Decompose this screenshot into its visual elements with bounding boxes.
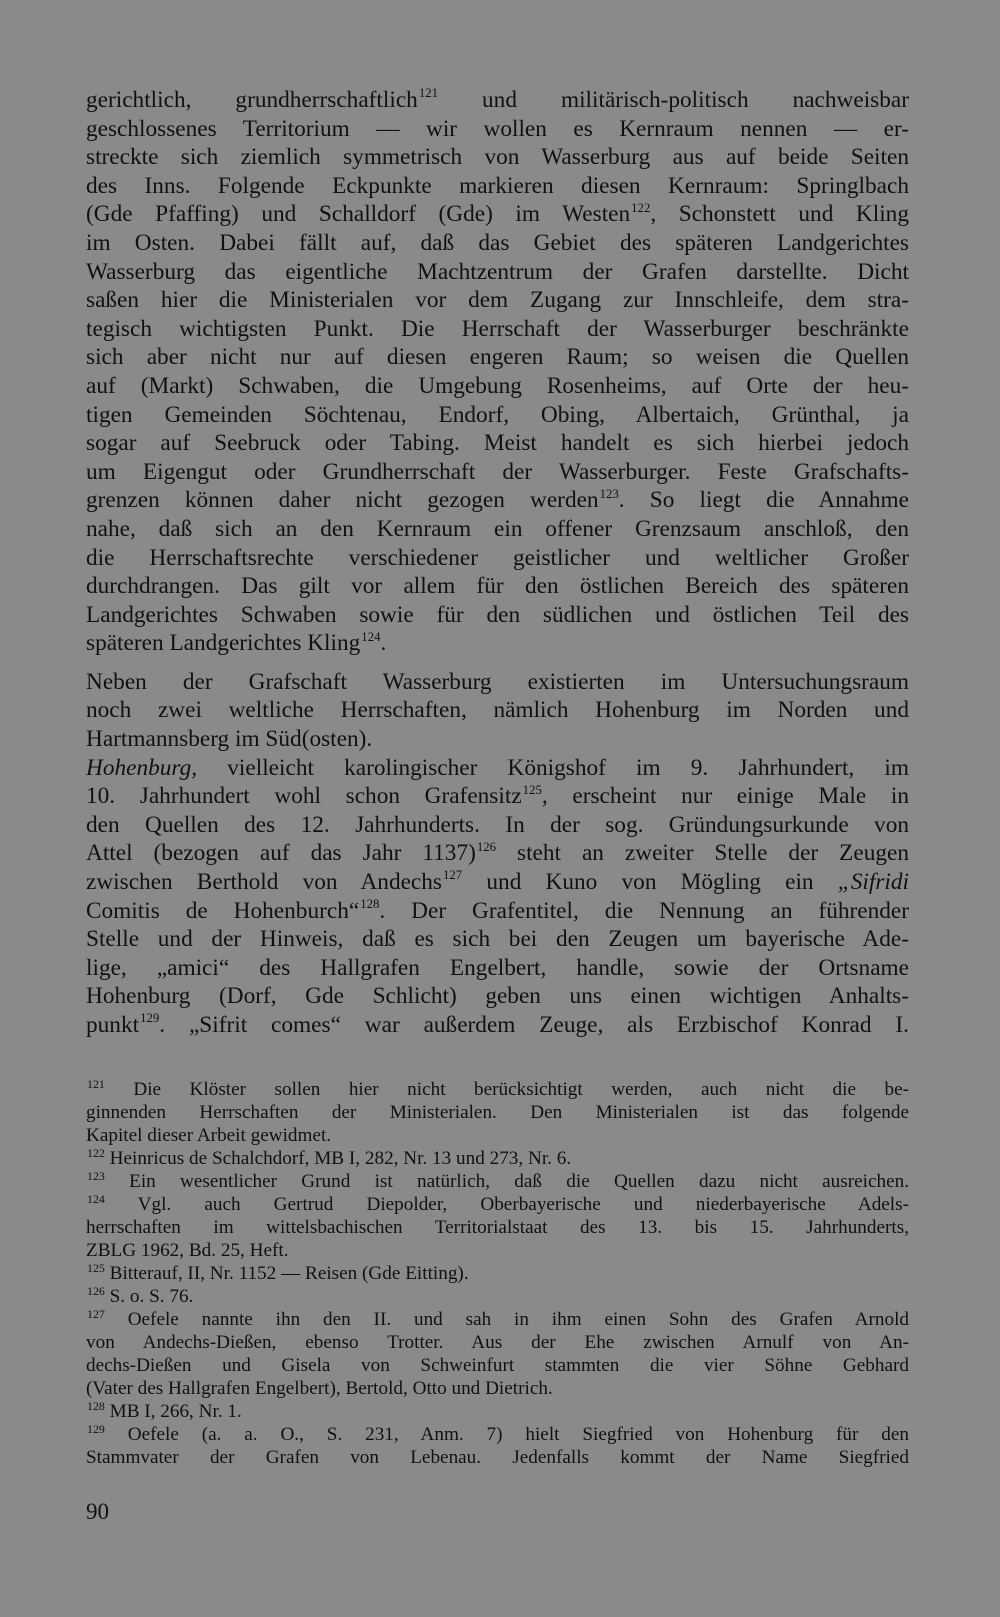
footnote-marker: 122	[87, 1146, 105, 1161]
text-line	[86, 1423, 909, 1446]
text-run: Bitterauf, II, Nr. 1152 — Reisen (Gde Eitting).	[104, 1263, 469, 1284]
footnote	[86, 1193, 909, 1262]
footnote-marker: 121	[87, 1077, 105, 1092]
text-line	[86, 1170, 909, 1193]
text-line	[86, 86, 909, 115]
text-run: Hohenburg (Dorf, Gde Schlicht) geben uns einen wichtigen Anhalts-	[86, 983, 909, 1010]
footnote-marker: 125	[87, 1261, 105, 1276]
text-run: Neben der Grafschaft Wasserburg existierten im Untersuchungsraum	[86, 668, 909, 695]
text-line	[86, 839, 909, 868]
text-run: (Vater des Hallgrafen Engelbert), Bertold, Otto und Dietrich.	[86, 1378, 553, 1399]
text-run: zwischen Berthold von Andechs	[86, 869, 442, 896]
text-line	[86, 782, 909, 811]
text-run: die Herrschaftsrechte verschiedener geistlicher und weltlicher Großer	[86, 544, 909, 571]
page-number: 90	[86, 1499, 109, 1524]
text-line	[86, 725, 909, 754]
footnote-marker: 124	[87, 1192, 105, 1207]
text-run: Attel (bezogen auf das Jahr 1137)	[86, 840, 476, 867]
text-line	[86, 343, 909, 372]
text-line	[86, 544, 909, 573]
text-run: Stelle und der Hinweis, daß es sich bei den Zeugen um bayerische Ade-	[86, 926, 909, 953]
text-line	[86, 696, 909, 725]
text-run: des Inns. Folgende Eckpunkte markieren diesen Kernraum: Springlbach	[86, 172, 909, 199]
footnote	[86, 1170, 909, 1193]
footnotes	[86, 1078, 909, 1469]
italic-text: Hohenburg,	[86, 754, 198, 781]
text-run: im Osten. Dabei fällt auf, daß das Gebiet des späteren Landgerichtes	[86, 229, 909, 256]
text-line	[86, 1216, 909, 1239]
text-run: steht an zweiter Stelle der Zeugen	[496, 840, 909, 867]
text-run: Hartmannsberg im Süd(osten).	[86, 726, 373, 753]
paragraph	[86, 668, 909, 754]
text-line	[86, 754, 909, 783]
text-run: Vgl. auch Gertrud Diepolder, Oberbayerische und niederbayerische Adels-	[104, 1194, 909, 1215]
text-line	[86, 1262, 909, 1285]
text-run: auf (Markt) Schwaben, die Umgebung Rosenheims, auf Orte der heu-	[86, 372, 909, 399]
text-run: dechs-Dießen und Gisela von Schweinfurt stammten die vier Söhne Gebhard	[86, 1355, 909, 1376]
text-run: Ein wesentlicher Grund ist natürlich, daß die Quellen dazu nicht ausreichen.	[104, 1171, 909, 1192]
text-line	[86, 429, 909, 458]
text-line	[86, 458, 909, 487]
footnote-marker: 129	[87, 1422, 105, 1437]
text-run: um Eigengut oder Grundherrschaft der Wasserburger. Feste Grafschafts-	[86, 458, 909, 485]
footnote	[86, 1285, 909, 1308]
text-line	[86, 1193, 909, 1216]
text-run: . „Sifrit comes“ war außerdem Zeuge, als Erzbischof Konrad I.	[159, 1012, 909, 1038]
text-run: Oefele nannte ihn den II. und sah in ihm einen Sohn des Grafen Arnold	[104, 1309, 909, 1330]
text-line	[86, 1331, 909, 1354]
text-line	[86, 868, 909, 897]
text-run: noch zwei weltliche Herrschaften, nämlich Hohenburg im Norden und	[86, 697, 909, 724]
footnote-marker: 128	[360, 897, 380, 912]
text-run: , erscheint nur einige Male in	[541, 783, 909, 810]
text-run: herrschaften im wittelsbachischen Territorialstaat des 13. bis 15. Jahrhunderts,	[86, 1217, 909, 1238]
text-run: Oefele (a. a. O., S. 231, Anm. 7) hielt Siegfried von Hohenburg für den	[104, 1424, 909, 1445]
footnote-marker: 123	[87, 1169, 105, 1184]
text-line	[86, 1308, 909, 1331]
text-run: S. o. S. 76.	[104, 1286, 194, 1307]
text-run: ZBLG 1962, Bd. 25, Heft.	[86, 1240, 289, 1261]
text-run: sogar auf Seebruck oder Tabing. Meist handelt es sich hierbei jedoch	[86, 430, 909, 457]
text-run: saßen hier die Ministerialen vor dem Zugang zur Innschleife, dem stra-	[86, 287, 909, 314]
italic-text: „Sifridi	[837, 869, 910, 896]
footnote-marker: 126	[87, 1284, 105, 1299]
text-run: (Gde Pfaffing) und Schalldorf (Gde) im Westen	[86, 201, 631, 228]
text-line	[86, 115, 909, 144]
text-run: tigen Gemeinden Söchtenau, Endorf, Obing, Albertaich, Grünthal, ja	[86, 401, 909, 428]
footnote-marker: 129	[140, 1011, 160, 1026]
footnote-marker: 127	[443, 868, 463, 883]
text-run: Stammvater der Grafen von Lebenau. Jedenfalls kommt der Name Siegfried	[86, 1447, 909, 1468]
text-line	[86, 897, 909, 926]
footnote	[86, 1147, 909, 1170]
text-run: vielleicht karolingischer Königshof im 9. Jahrhundert, im	[197, 754, 909, 781]
text-line	[86, 200, 909, 229]
text-line	[86, 982, 909, 1011]
text-run: sich aber nicht nur auf diesen engeren Raum; so weisen die Quellen	[86, 344, 909, 371]
footnote-marker: 121	[418, 86, 439, 101]
text-line	[86, 601, 909, 630]
text-line	[86, 1147, 909, 1170]
text-run: gerichtlich, grundherrschaftlich	[86, 87, 418, 113]
footnote	[86, 1423, 909, 1469]
text-run: und Kuno von Mögling ein	[462, 869, 838, 896]
text-line	[86, 629, 909, 658]
text-run: Landgerichtes Schwaben sowie für den südlichen und östlichen Teil des	[86, 601, 909, 628]
text-line	[86, 668, 909, 697]
paragraph	[86, 86, 909, 658]
footnote	[86, 1262, 909, 1285]
text-line	[86, 811, 909, 840]
paragraph	[86, 754, 909, 1040]
text-line	[86, 1011, 909, 1040]
text-line	[86, 515, 909, 544]
footnote-marker: 128	[87, 1399, 105, 1414]
text-run: Die Klöster sollen hier nicht berücksichtigt werden, auch nicht die be-	[104, 1079, 909, 1100]
text-line	[86, 372, 909, 401]
footnote-marker: 123	[599, 486, 619, 501]
footnote	[86, 1078, 909, 1147]
footnote	[86, 1400, 909, 1423]
text-line	[86, 401, 909, 430]
text-run: Kapitel dieser Arbeit gewidmet.	[86, 1125, 332, 1146]
footnote	[86, 1308, 909, 1400]
text-run: Wasserburg das eigentliche Machtzentrum der Grafen darstellte. Dicht	[86, 258, 909, 285]
text-line	[86, 286, 909, 315]
text-line	[86, 315, 909, 344]
text-line	[86, 1377, 909, 1400]
text-line	[86, 172, 909, 201]
text-line	[86, 1400, 909, 1423]
footnote-marker: 125	[522, 782, 542, 797]
text-line	[86, 143, 909, 172]
text-run: und militärisch-politisch nachweisbar	[438, 87, 909, 113]
text-line	[86, 1446, 909, 1469]
text-run: durchdrangen. Das gilt vor allem für den östlichen Bereich des späteren	[86, 573, 909, 600]
text-line	[86, 1101, 909, 1124]
text-line	[86, 1239, 909, 1262]
main-text	[86, 86, 909, 1040]
text-run: ginnenden Herrschaften der Ministerialen. Den Ministerialen ist das folgende	[86, 1102, 909, 1123]
text-line	[86, 1078, 909, 1101]
text-run: den Quellen des 12. Jahrhunderts. In der sog. Gründungsurkunde von	[86, 811, 909, 838]
text-run: .	[380, 630, 387, 657]
text-run: . So liegt die Annahme	[618, 487, 909, 514]
text-run: Heinricus de Schalchdorf, MB I, 282, Nr. 13 und 273, Nr. 6.	[104, 1148, 572, 1169]
text-run: geschlossenes Territorium — wir wollen es Kernraum nennen — er-	[86, 115, 909, 142]
footnote-marker: 124	[361, 629, 381, 644]
text-line	[86, 954, 909, 983]
text-line	[86, 1285, 909, 1308]
text-line	[86, 258, 909, 287]
text-run: MB I, 266, Nr. 1.	[104, 1401, 242, 1422]
text-run: Comitis de Hohenburch“	[86, 897, 360, 924]
text-run: von Andechs-Dießen, ebenso Trotter. Aus der Ehe zwischen Arnulf von An-	[86, 1332, 909, 1353]
text-run: streckte sich ziemlich symmetrisch von Wasserburg aus auf beide Seiten	[86, 144, 909, 171]
footnote-marker: 126	[476, 839, 497, 854]
text-run: , Schonstett und Kling	[650, 201, 909, 228]
text-line	[86, 1354, 909, 1377]
text-line	[86, 925, 909, 954]
text-line	[86, 486, 909, 515]
text-run: punkt	[86, 1012, 140, 1038]
text-run: späteren Landgerichtes Kling	[86, 630, 361, 657]
text-line	[86, 229, 909, 258]
text-line	[86, 1124, 909, 1147]
footnote-marker: 122	[631, 200, 651, 215]
text-run: grenzen können daher nicht gezogen werden	[86, 487, 599, 514]
text-run: tegisch wichtigsten Punkt. Die Herrschaft der Wasserburger beschränkte	[86, 315, 909, 342]
text-run: lige, „amici“ des Hallgrafen Engelbert, handle, sowie der Ortsname	[86, 954, 909, 981]
text-run: nahe, daß sich an den Kernraum ein offener Grenzsaum anschloß, den	[86, 515, 909, 542]
footnote-marker: 127	[87, 1307, 105, 1322]
text-line	[86, 572, 909, 601]
text-run: 10. Jahrhundert wohl schon Grafensitz	[86, 783, 522, 810]
text-run: . Der Grafentitel, die Nennung an führender	[379, 897, 909, 924]
